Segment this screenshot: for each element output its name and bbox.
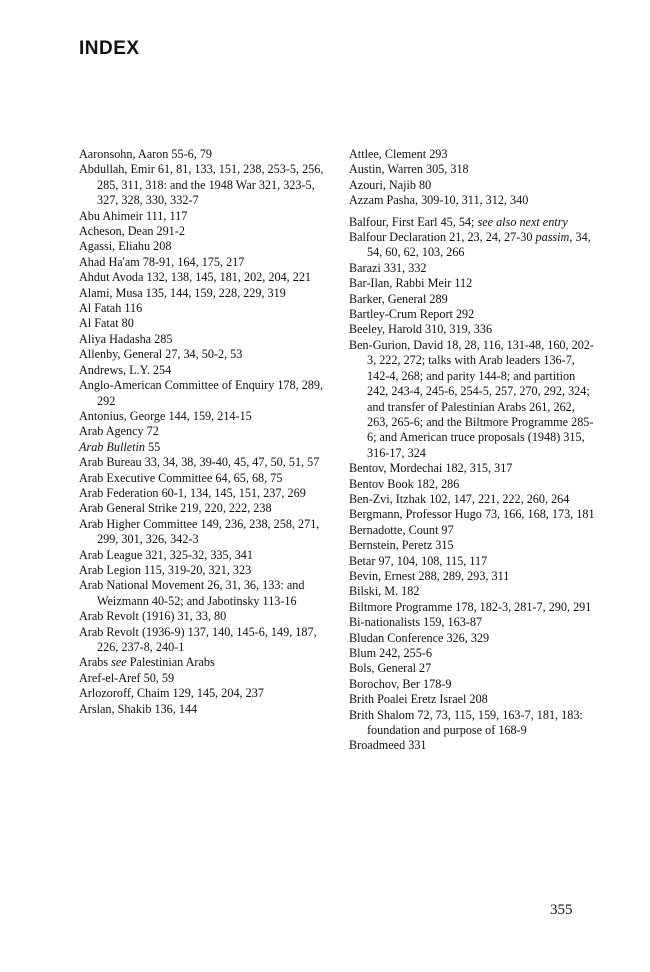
index-entry: Abu Ahimeir 111, 117 — [79, 208, 188, 223]
index-column-right — [349, 147, 599, 754]
index-entry: Azouri, Najib 80 — [349, 177, 432, 192]
index-entry: Arlozoroff, Chaim 129, 145, 204, 237 — [79, 686, 264, 701]
index-entry: Bartley-Crum Report 292 — [349, 307, 475, 322]
index-entry: Blum 242, 255-6 — [349, 646, 432, 660]
index-entry: Bilski, M. 182 — [349, 584, 420, 599]
index-entry: Bols, General 27 — [349, 661, 432, 676]
index-entry: Arab General Strike 219, 220, 222, 238 — [79, 501, 272, 516]
index-entry: Arab Revolt (1916) 31, 33, 80 — [79, 609, 227, 624]
index-entry: Bevin, Ernest 288, 289, 293, 311 — [349, 568, 510, 583]
index-entry: Beeley, Harold 310, 319, 336 — [349, 322, 493, 337]
index-entry: Arab National Movement 26, 31, 36, 133: and Weizmann 40-52; and Jabotinsky 113-16 — [79, 578, 305, 608]
index-entry: Biltmore Programme 178, 182-3, 281-7, 290, 291 — [349, 599, 592, 614]
index-entry: Barker, General 289 — [349, 291, 448, 306]
index-entry: Bar-Ilan, Rabbi Meir 112 — [349, 276, 473, 291]
index-entry: Austin, Warren 305, 318 — [349, 162, 469, 177]
index-entry: Antonius, George 144, 159, 214-15 — [79, 408, 252, 423]
index-entry: Bernstein, Peretz 315 — [349, 538, 454, 553]
index-entry: Agassi, Eliahu 208 — [79, 239, 172, 254]
index-entry: Allenby, General 27, 34, 50-2, 53 — [79, 347, 243, 362]
index-entry: Brith Shalom 72, 73, 115, 159, 163-7, 181, 183: foundation and purpose of 168-9 — [349, 707, 583, 738]
index-entry: Arab Federation 60-1, 134, 145, 151, 237, 269 — [79, 485, 306, 500]
index-entry: Borochov, Ber 178-9 — [349, 676, 452, 691]
index-entry: Arab Agency 72 — [79, 424, 159, 439]
index-entry: Barazi 331, 332 — [349, 260, 427, 275]
index-entry: Bernadotte, Count 97 — [349, 522, 454, 537]
index-entry: Bentov Book 182, 286 — [349, 476, 460, 491]
index-entry: Aaronsohn, Aaron 55-6, 79 — [79, 147, 213, 161]
index-entry: Andrews, L.Y. 254 — [79, 362, 172, 377]
index-entry: Al Fatah 116 — [79, 301, 143, 316]
index-entry: Ahdut Avoda 132, 138, 145, 181, 202, 204, 221 — [79, 270, 312, 285]
index-entry: Arab Executive Committee 64, 65, 68, 75 — [79, 470, 283, 485]
index-entry: Arab Bulletin 55 — [79, 439, 161, 454]
index-entry: Anglo-American Committee of Enquiry 178, 289, 292 — [79, 378, 324, 408]
index-entry: Al Fatat 80 — [79, 316, 134, 331]
index-entry: Azzam Pasha, 309-10, 311, 312, 340 — [349, 193, 529, 208]
index-entry: Broadmeed 331 — [349, 738, 427, 753]
index-entry: Arab Legion 115, 319-20, 321, 323 — [79, 562, 252, 577]
index-entry: Balfour Declaration 21, 23, 24, 27-30 passim, 34, 54, 60, 62, 103, 266 — [349, 230, 591, 260]
index-entry: Arslan, Shakib 136, 144 — [79, 701, 198, 716]
index-entry: Arab Revolt (1936-9) 137, 140, 145-6, 149, 187, 226, 237-8, 240-1 — [79, 624, 317, 654]
index-entry: Betar 97, 104, 108, 115, 117 — [349, 553, 488, 568]
index-entry: Acheson, Dean 291-2 — [79, 224, 185, 239]
index-entry: Ahad Ha'am 78-91, 164, 175, 217 — [79, 254, 245, 269]
index-entry: Aliya Hadasha 285 — [79, 331, 173, 346]
index-entry: Alami, Musa 135, 144, 159, 228, 229, 319 — [79, 285, 286, 300]
index-entry: Aref-el-Aref 50, 59 — [79, 670, 175, 685]
index-entry: Arabs see Palestinian Arabs — [79, 655, 215, 670]
index-entry: Bergmann, Professor Hugo 73, 166, 168, 173, 181 — [349, 507, 595, 522]
index-entry: Ben-Zvi, Itzhak 102, 147, 221, 222, 260, 264 — [349, 491, 570, 506]
index-entry: Bentov, Mordechai 182, 315, 317 — [349, 461, 513, 476]
index-entry: Ben-Gurion, David 18, 28, 116, 131-48, 160, 202-3, 222, 272; talks with Arab leaders 136-7, 142-4, 268; and parity 144-8; and partition 242, 243-4, 245-6, 254-5, 257, 270, 292, 324; and transfer of Palestinian Arabs 261, 262, 263, 265-6; and the Biltmore Programme 285-6; and American truce proposals (1948) 315, 316-17, 324 — [349, 337, 594, 460]
page-title: INDEX — [79, 38, 140, 59]
index-entry: Arab Bureau 33, 34, 38, 39-40, 45, 47, 50, 51, 57 — [79, 455, 320, 470]
index-column-left — [79, 147, 329, 717]
index-entry: Bludan Conference 326, 329 — [349, 630, 490, 645]
index-entry: Abdullah, Emir 61, 81, 133, 151, 238, 253-5, 256, 285, 311, 318: and the 1948 War 321, 323-5, 327, 328, 330, 332-7 — [79, 162, 324, 208]
index-entry: Attlee, Clement 293 — [349, 147, 448, 161]
index-entry: Arab League 321, 325-32, 335, 341 — [79, 547, 253, 562]
index-entry: Balfour, First Earl 45, 54; see also next entry — [349, 214, 568, 229]
page-number: 355 — [550, 902, 573, 918]
index-entry: Brith Poalei Eretz Israel 208 — [349, 692, 488, 707]
index-entry: Bi-nationalists 159, 163-87 — [349, 615, 483, 630]
index-entry: Arab Higher Committee 149, 236, 238, 258, 271, 299, 301, 326, 342-3 — [79, 516, 320, 547]
